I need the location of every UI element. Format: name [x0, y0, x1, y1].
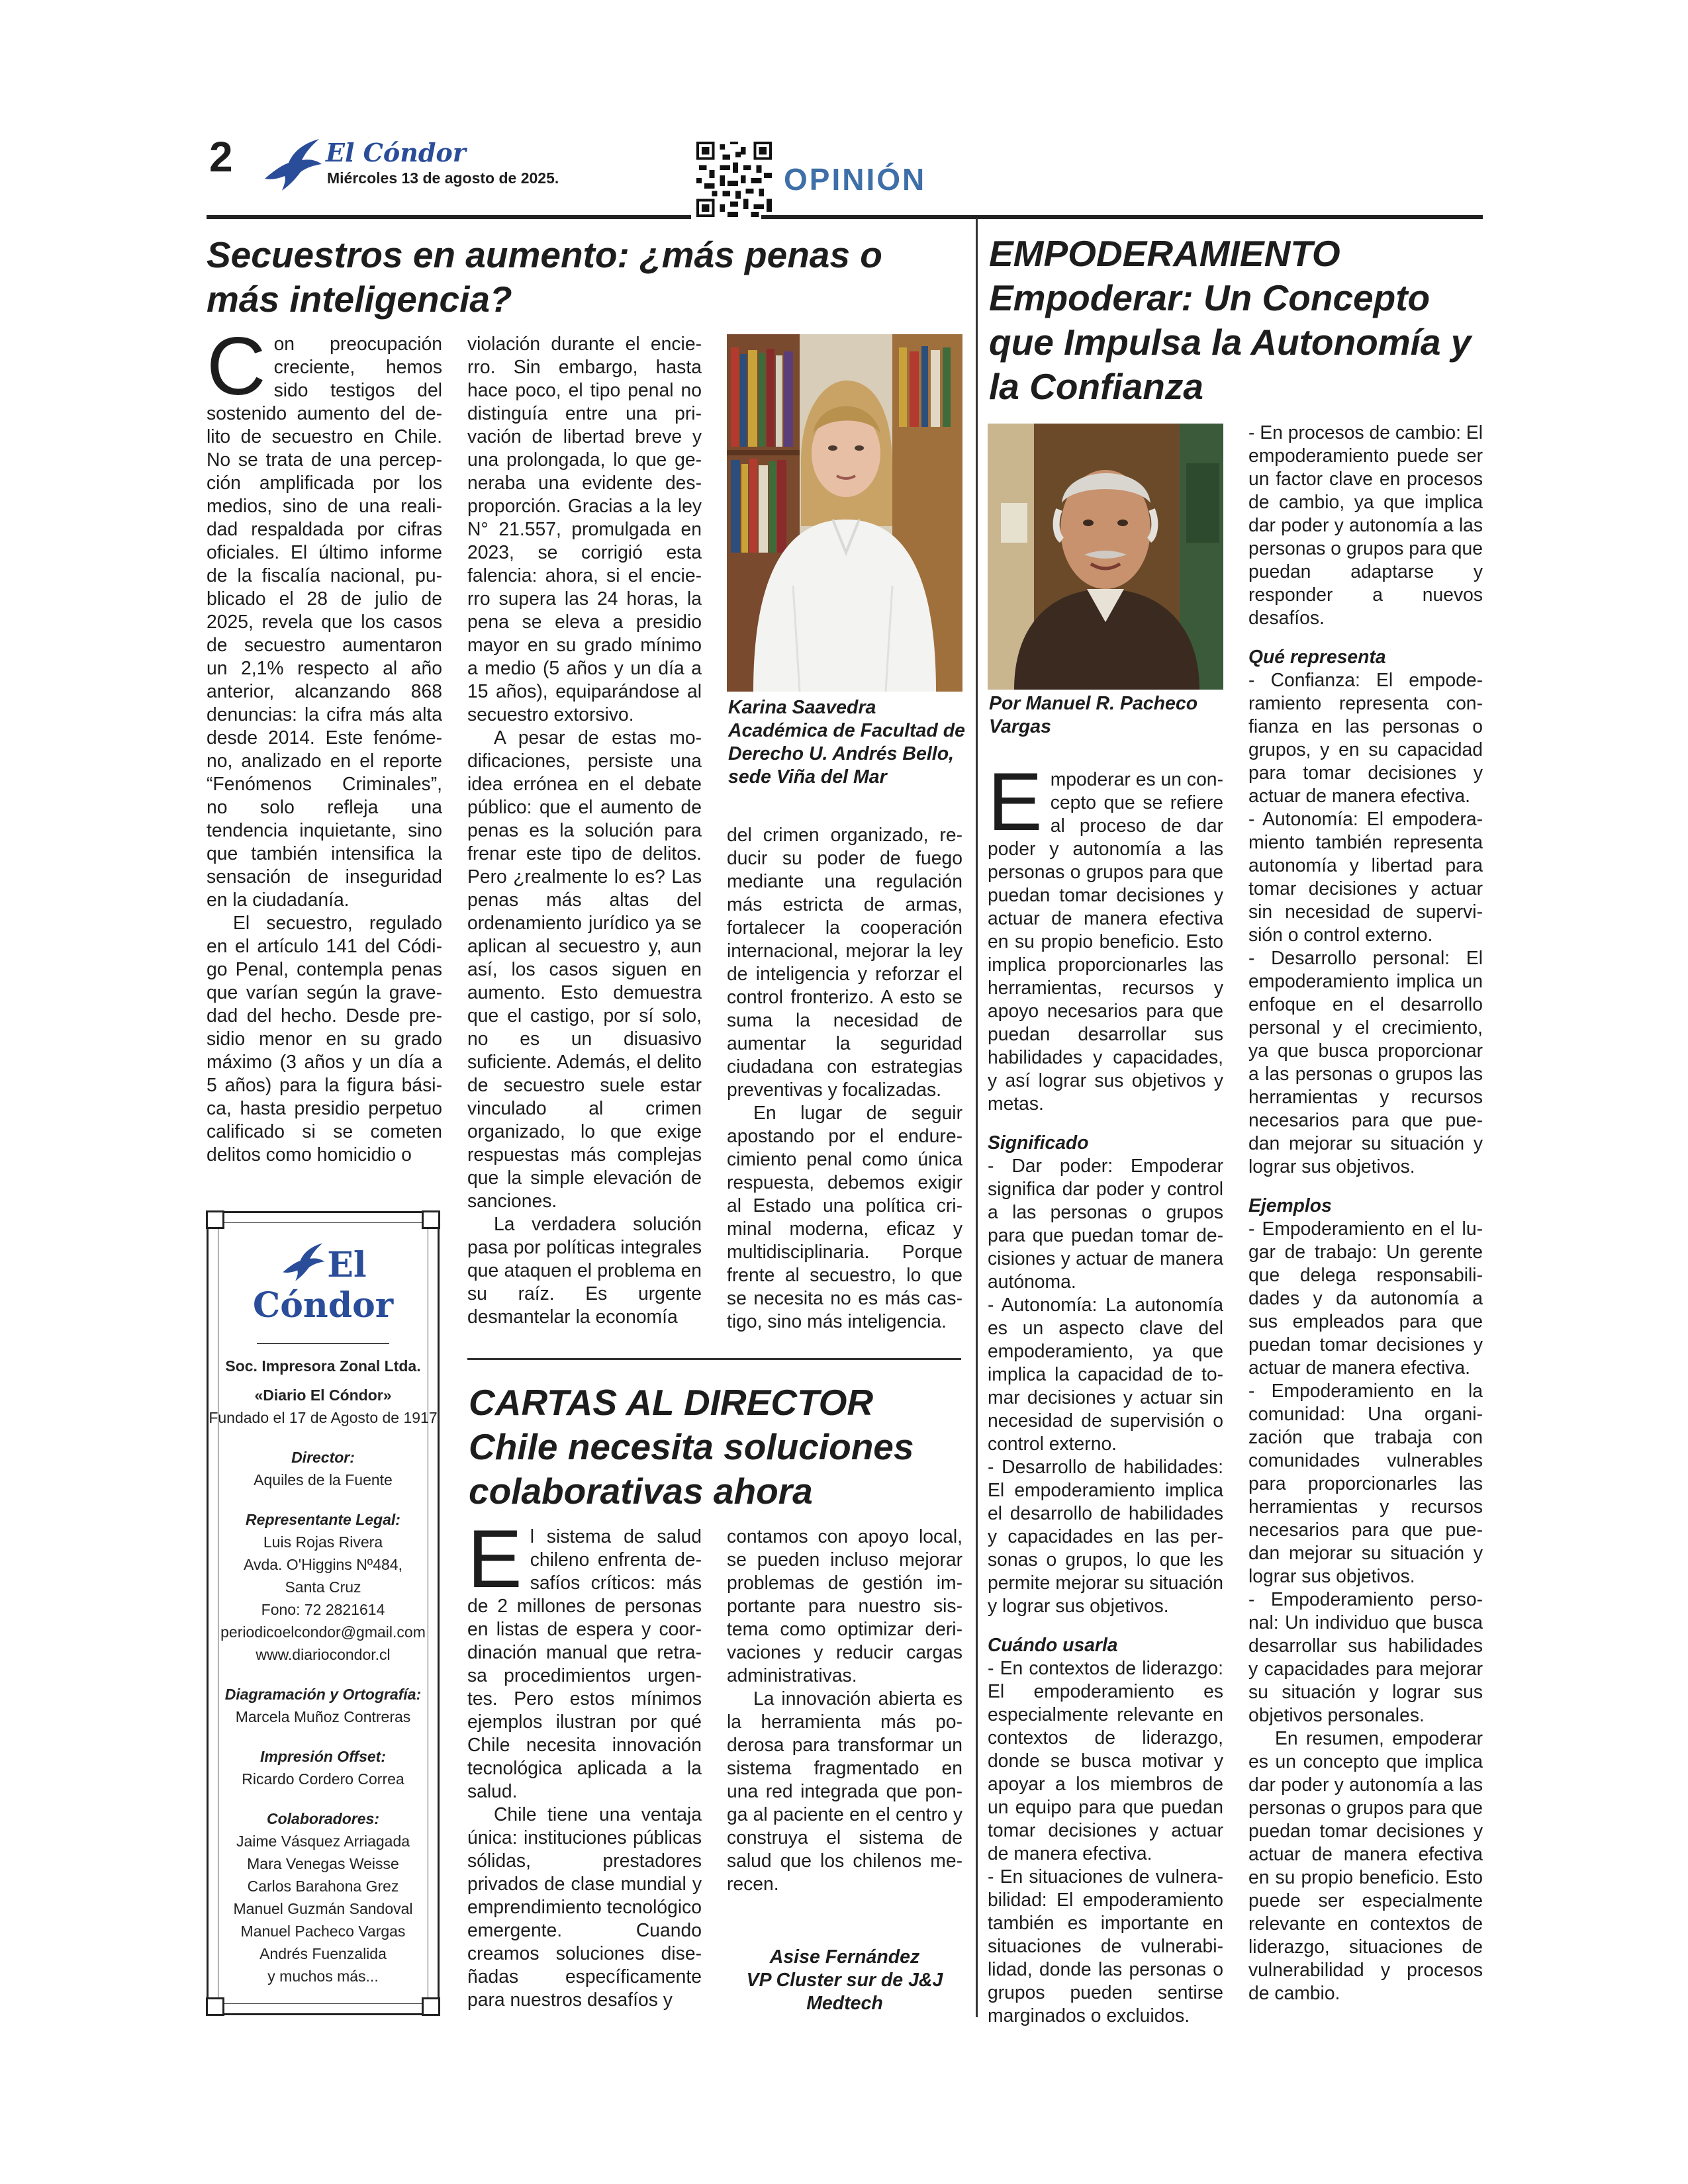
paragraph: - Autonomía: El empoderamiento también representa autonomía y libertad para tomar decisiones y actuar sin necesidad de supervisión o control externo.: [1248, 808, 1483, 945]
credits-box: [207, 1211, 440, 2015]
print-label: Impresión Offset:: [260, 1748, 386, 1765]
subheading: Ejemplos: [1248, 1195, 1332, 1216]
article-headline: [207, 233, 955, 322]
layout-label: Diagramación y Ortografía:: [224, 1686, 422, 1703]
address-city: Santa Cruz: [285, 1578, 361, 1596]
paragraph: - En procesos de cambio: El empoderamiento puede ser un factor clave en procesos de cambio, ya que implica dar poder y autonomía a las personas o grupos para que puedan adaptarse y responder a nuevos desafíos.: [1248, 422, 1483, 628]
collaborator: Manuel Guzmán Sandoval: [233, 1900, 413, 1917]
collaborator: Manuel Pacheco Vargas: [240, 1923, 406, 1940]
paragraph: contamos con apoyo local, se pueden incluso mejorar problemas de gestión importante para nuestro sistema como optimizar derivaciones y reducir cargas administrativas.: [727, 1525, 962, 1686]
article-column-2: [467, 332, 702, 1328]
paragraph: - Empoderamiento personal: Un individuo que busca desarrollar sus habilidades y capacidades para mejorar su situación y lograr sus objetivos personales.: [1248, 1588, 1483, 1725]
signature-company: Medtech: [806, 1993, 883, 2014]
letter-title: Chile necesita soluciones colaborativas ahora: [469, 1426, 914, 1512]
drop-cap: E: [988, 756, 1043, 848]
director-label: Director:: [291, 1449, 355, 1466]
condor-logo-icon: [262, 138, 323, 192]
paragraph: El secuestro, regulado en el artículo 141 del Código Penal, contempla penas que varían según la gravedad del hecho. Desde presidio menor en su grado máximo (3 años y un día a 5 años) para la figura básica, hasta presidio perpetuo calificado si se cometen delitos como homicidio o: [207, 912, 442, 1165]
paragraph: del crimen organizado, reducir su poder de fuego mediante una regulación más estricta de armas, fortalecer la cooperación internacional, mejorar la ley de inteligencia y reforzar el control fronterizo. A esto se suma la necesidad de aumentar la seguridad ciudadana con estrategias preventivas y focalizadas.: [727, 824, 962, 1100]
credits-logo: [209, 1242, 438, 1326]
signature-role: VP Cluster sur de J&J: [746, 1970, 943, 1991]
author-photo: [727, 334, 962, 692]
letter-column-1: [467, 1514, 702, 2011]
print-name: Ricardo Cordero Correa: [242, 1770, 404, 1788]
article-title: Secuestros en aumento: ¿más penas o más inteligencia?: [207, 234, 882, 320]
credits-logo-text: El Cóndor: [252, 1245, 394, 1326]
drop-cap: E: [467, 1514, 522, 1605]
email-address: periodicoelcondor@gmail.com: [220, 1623, 426, 1641]
opinion-headline: [989, 232, 1492, 409]
photo-caption: Karina Saavedra Académica de Facultad de Derecho U. Andrés Bello, sede Viña del Mar: [728, 697, 965, 788]
paragraph: - Desarrollo personal: El empoderamiento implica un enfoque en el desarrollo personal y el crecimiento, ya que busca proporcionar a las personas o grupos las herramientas y recursos necesarios para que puedan mejorar su situación y lograr sus objetivos.: [1248, 947, 1483, 1177]
frame-corner: [422, 1997, 440, 2016]
frame-corner: [206, 1210, 224, 1229]
letter-kicker: CARTAS AL DIRECTOR: [469, 1382, 874, 1423]
column-divider: [976, 218, 978, 2017]
paragraph: - Desarrollo de habilidades: El empoderamiento implica el desarrollo de habilidades y capacidades en las personas o grupos, lo que les permite mejorar su situación y lograr sus objetivos.: [988, 1456, 1223, 1616]
paragraph: La verdadera solución pasa por políticas integrales que ataquen el problema en su raíz. Es urgente desmantelar la economía: [467, 1213, 702, 1327]
collaborators-label: Colaboradores:: [267, 1810, 379, 1827]
opinion-kicker: EMPODERAMIENTO: [989, 233, 1340, 274]
qr-code-icon: [696, 142, 772, 217]
address-line: Avda. O'Higgins Nº484,: [244, 1556, 402, 1573]
collaborator: y muchos más...: [267, 1968, 379, 1985]
section-title: OPINIÓN: [784, 162, 927, 197]
issue-date: Miércoles 13 de agosto de 2025.: [327, 169, 559, 187]
paragraph: on preocupación creciente, hemos sido testigos del sostenido aumento del delito de secuestro en Chile. No se trata de una percepción amplificada por los medios, sino de una realidad respaldada por cifras oficiales. El último informe de la fiscalía nacional, publicado el 28 de julio de 2025, revela que los casos de secuestro aumentaron un 2,1% respecto al año anterior, alcanzando 868 denuncias: la cifra más alta desde 2014. Este fenómeno, analizado en el reporte “Fenómenos Criminales”, no solo refleja una tendencia inquietante, sino que también intensifica la sensación de inseguridad en la ciudadanía.: [207, 333, 442, 910]
paragraph: En resumen, empoderar es un concepto que implica dar poder y autonomía a las personas o grupos para que puedan tomar decisiones y actuar de manera efectiva en su propio beneficio. Esto puede ser especialmente relevante en contextos de liderazgo, situaciones de vulnerabilidad y procesos de cambio.: [1248, 1727, 1483, 2003]
paragraph: - Empoderamiento en la comunidad: Una organización que trabaja con comunidades vulnerables para proporcionarles las herramientas y recursos necesarios para que puedan mejorar su situación y lograr sus objetivos.: [1248, 1380, 1483, 1586]
newspaper-name: «Diario El Cóndor»: [254, 1387, 392, 1404]
author-photo: [988, 424, 1223, 690]
paragraph: mpoderar es un concepto que se refiere al proceso de dar poder y autonomía a las personas o grupos para que puedan tomar decisiones y actuar de manera efectiva en su propio beneficio. Esto implica proporcionarles las herramientas, recursos y apoyo necesarios para que puedan desarrollar sus habilidades y capacidades, y así lograr sus objetivos y metas.: [988, 768, 1223, 1114]
founded-date: Fundado el 17 de Agosto de 1917: [209, 1409, 438, 1426]
letter-column-2: [727, 1525, 962, 1895]
letter-headline: [469, 1381, 932, 1514]
phone-number: Fono: 72 2821614: [261, 1601, 385, 1618]
masthead-title: El Cóndor: [326, 138, 466, 167]
section-divider: [467, 1358, 961, 1360]
opinion-column-2: [1248, 421, 1483, 2005]
opinion-column-1: [988, 756, 1223, 2027]
paragraph: - En situaciones de vulnerabilidad: El empoderamiento también es importante en situaciones de vulnerabilidad, donde las personas o grupos pueden sentirse marginados o excluidos.: [988, 1866, 1223, 2026]
paragraph: violación durante el encierro. Sin embargo, hasta hace poco, el tipo penal no distinguía entre una privación de libertad breve y una prolongada, lo que generaba una evidente desproporción. Gracias a la ley N° 21.557, promulgada en 2023, se corrigió esta falencia: ahora, si el encierro supera las 24 horas, la pena se eleva a presidio mayor en su grado mínimo a medio (5 años y un día a 15 años), equiparándose al secuestro extorsivo.: [467, 333, 702, 725]
subheading: Cuándo usarla: [988, 1634, 1118, 1655]
credits-divider: [257, 1343, 389, 1344]
paragraph: - Confianza: El empoderamiento representa confianza en las personas o grupos, y en su capacidad para tomar decisiones y actuar de manera efectiva.: [1248, 669, 1483, 806]
paragraph: l sistema de salud chileno enfrenta desafíos críticos: más de 2 millones de personas en listas de espera y coordinación manual que retrasa procedimientos urgentes. Pero estos mínimos ejemplos ilustran por qué Chile necesita innovación tecnológica aplicada a la salud.: [467, 1525, 702, 1801]
article-column-1: [207, 321, 442, 1166]
condor-logo-icon: [279, 1242, 327, 1282]
paragraph: A pesar de estas modificaciones, persiste una idea errónea en el debate público: que el aumento de penas es la solución para frenar este tipo de delitos. Pero ¿realmente lo es? Las penas más altas del ordenamiento jurídico ya se aplican al secuestro y, aun así, los casos siguen en aumento. Esto demuestra que el castigo, por sí solo, no es un disuasivo suficiente. Además, el delito de secuestro suele estar vinculado al crimen organizado, lo que exige respuestas más complejas que la simple elevación de sanciones.: [467, 727, 702, 1211]
frame-corner: [206, 1997, 224, 2016]
collaborator: Mara Venegas Weisse: [247, 1855, 399, 1872]
collaborator: Carlos Barahona Grez: [247, 1878, 399, 1895]
layout-name: Marcela Muñoz Contreras: [235, 1708, 411, 1725]
frame-corner: [422, 1210, 440, 1229]
letter-signature: [727, 1946, 962, 2015]
article-column-3: [727, 823, 962, 1333]
paragraph: - Autonomía: La autonomía es un aspecto clave del empoderamiento, ya que implica la capacidad de tomar decisiones y actuar sin necesidad de supervisión o control externo.: [988, 1294, 1223, 1454]
photo-caption: Por Manuel R. Pacheco Vargas: [989, 693, 1198, 737]
director-name: Aquiles de la Fuente: [254, 1471, 393, 1488]
website: www.diariocondor.cl: [256, 1646, 391, 1663]
drop-cap: C: [207, 321, 266, 412]
paragraph: - Empoderamiento en el lugar de trabajo: Un gerente que delega responsabilidades y da autonomía a sus empleados para que puedan tomar decisiones y actuar de manera efectiva.: [1248, 1218, 1483, 1378]
opinion-title: Empoderar: Un Concepto que Impulsa la Autonomía y la Confianza: [989, 277, 1472, 407]
company-name: Soc. Impresora Zonal Ltda.: [225, 1357, 421, 1375]
legal-label: Representante Legal:: [246, 1511, 400, 1528]
legal-name: Luis Rojas Rivera: [263, 1533, 383, 1551]
paragraph: - Dar poder: Empoderar significa dar poder y control a las personas o grupos para que puedan tomar decisiones y actuar de manera autónoma.: [988, 1155, 1223, 1292]
paragraph: Chile tiene una ventaja única: instituciones públicas sólidas, prestadores privados de clase mundial y emprendimiento tecnológico emergente. Cuando creamos soluciones diseñadas específicamente para nuestros desafíos y: [467, 1803, 702, 2010]
page-number: 2: [209, 133, 233, 181]
signature-name: Asise Fernández: [769, 1946, 920, 1968]
header-rule-right: [761, 215, 1483, 219]
header-rule-left: [207, 215, 691, 219]
collaborator: Andrés Fuenzalida: [259, 1945, 387, 1962]
subheading: Significado: [988, 1132, 1089, 1153]
paragraph: En lugar de seguir apostando por el endurecimiento penal como única respuesta, debemos exigir al Estado una política criminal moderna, eficaz y multidisciplinaria. Porque frente al secuestro, lo que se necesita no es más castigo, sino más inteligencia.: [727, 1102, 962, 1332]
paragraph: - En contextos de liderazgo: El empoderamiento es especialmente relevante en contextos de liderazgo, donde se busca motivar y apoyar a los miembros de un equipo para que puedan tomar decisiones y actuar de manera efectiva.: [988, 1657, 1223, 1864]
subheading: Qué representa: [1248, 646, 1386, 667]
paragraph: La innovación abierta es la herramienta más poderosa para transformar un sistema fragmentado en una red integrada que ponga al paciente en el centro y construya el sistema de salud que los chilenos merecen.: [727, 1688, 962, 1894]
collaborator: Jaime Vásquez Arriagada: [236, 1833, 410, 1850]
